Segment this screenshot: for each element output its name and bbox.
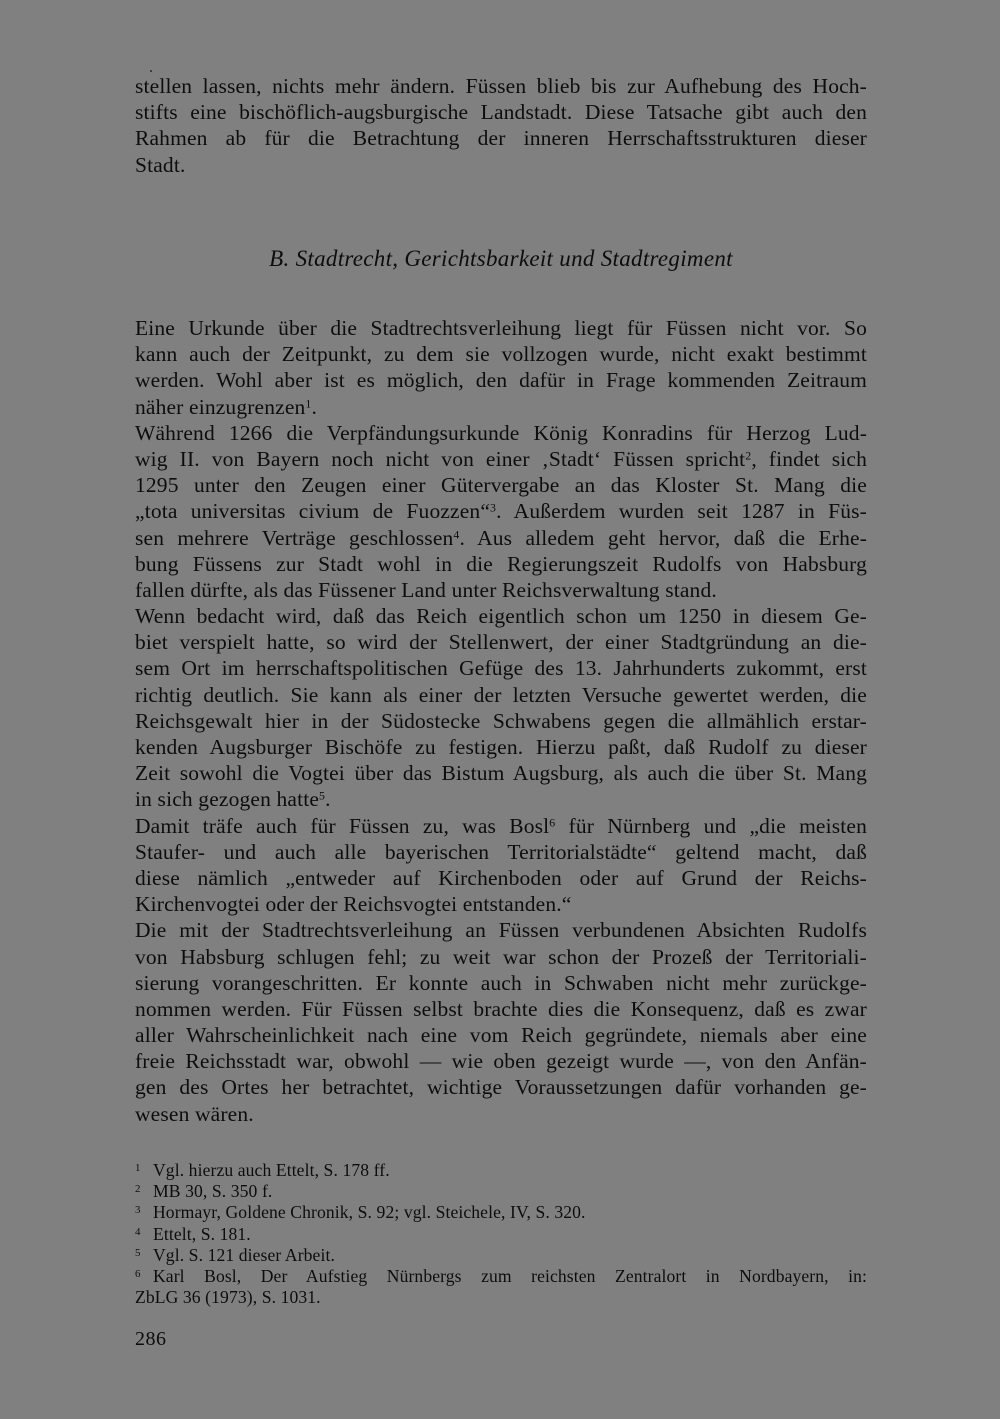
body-line: Reichsgewalt hier in der Südostecke Schwabens gegen die allmählich erstar- [135,708,867,733]
body-line: gen des Ortes her betrachtet, wichtige Voraussetzungen dafür vorhanden ge- [135,1075,867,1100]
paragraph-line: Rahmen ab für die Betrachtung der inneren Herrschaftsstrukturen dieser [135,126,867,151]
footnote-reference: 5 [319,788,326,803]
body-line: Die mit der Stadtrechtsverleihung an Füssen verbundenen Absichten Rudolfs [135,918,867,943]
body-line-tail: . [311,394,318,419]
body-line [135,525,867,551]
body-line [135,394,867,420]
paragraph-line: stifts eine bischöflich-augsburgische Landstadt. Diese Tatsache gibt auch den [135,100,867,125]
footnote: 4 Ettelt, S. 181. [135,1223,251,1244]
footnote-text: Ettelt, S. 181. [153,1223,251,1244]
footnote-text: Vgl. hierzu auch Ettelt, S. 178 ff. [153,1160,390,1180]
body-line [135,498,867,524]
footnotes [135,1160,867,1308]
body-line-text: Damit träfe auch für Füssen zu, was Bosl [135,813,550,838]
paragraph-line: Stadt. [135,152,186,177]
footnote: 3 Hormayr, Goldene Chronik, S. 92; vgl. Steichele, IV, S. 320. [135,1202,586,1223]
footnote-reference: 2 [745,448,752,463]
footnote-continuation: ZbLG 36 (1973), S. 1031. [135,1287,321,1308]
paragraph-line: stellen lassen, nichts mehr ändern. Füssen blieb bis zur Aufhebung des Hoch- [135,74,867,98]
body-line: Staufer- und auch alle bayerischen Territorialstädte“ geltend macht, daß [135,839,867,864]
body-line: Eine Urkunde über die Stadtrechtsverleihung liegt für Füssen nicht vor. So [135,316,867,340]
body-line: kann auch der Zeitpunkt, zu dem sie vollzogen wurde, nicht exakt bestimmt [135,342,867,367]
body-line-tail: . Aus alledem geht hervor, daß die Erhe- [459,525,868,550]
body-line: aller Wahrscheinlichkeit nach eine vom Reich gegründete, niemals aber eine [135,1023,867,1048]
body-line-tail: für Nürnberg und „die meisten [555,813,867,838]
footnote: 2 MB 30, S. 350 f. [135,1181,273,1202]
body-line [135,446,867,472]
body-line: Kirchenvogtei oder der Reichsvogtei entstanden.“ [135,892,572,917]
body-line: richtig deutlich. Sie kann als einer der letzten Versuche gewertet werden, die [135,682,867,707]
scan-speck [150,70,152,72]
footnote: 1 Vgl. hierzu auch Ettelt, S. 178 ff. [135,1160,390,1180]
footnote-text: Hormayr, Goldene Chronik, S. 92; vgl. Steichele, IV, S. 320. [153,1202,586,1223]
body-line: diese nämlich „entweder auf Kirchenboden oder auf Grund der Reichs- [135,865,867,890]
page-number: 286 [135,1328,167,1350]
body-line-text: „tota universitas civium de Fuozzen“ [135,499,491,524]
body-line-tail: . Außerdem wurden seit 1287 in Füs- [496,499,867,524]
body-line-tail: . [325,787,331,812]
footnote-reference: 1 [305,396,312,411]
footnote-reference: 4 [453,527,460,541]
footnote-reference: 6 [549,815,556,830]
body-line: kenden Augsburger Bischöfe zu festigen. Hierzu paßt, daß Rudolf zu dieser [135,735,867,759]
body-line: sem Ort im herrschaftspolitischen Gefüge des 13. Jahrhunderts zukommt, erst [135,656,867,681]
body-line: nommen werden. Für Füssen selbst brachte dies die Konsequenz, daß es zwar [135,996,867,1021]
footnote-text: MB 30, S. 350 f. [153,1181,273,1202]
body-text [135,315,867,1127]
body-line: Zeit sowohl die Vogtei über das Bistum Augsburg, als auch die über St. Mang [135,761,867,786]
body-line-text: wig II. von Bayern noch nicht von einer ‚Stadt‘ Füssen spricht [135,446,746,471]
footnote: 5 Vgl. S. 121 dieser Arbeit. [135,1244,335,1265]
body-line [135,786,867,812]
body-line-text: näher einzugrenzen [135,394,306,419]
intro-paragraph [135,73,867,178]
body-line: biet verspielt hatte, so wird der Stellenwert, der einer Stadtgründung an die- [135,630,867,655]
body-line: werden. Wohl aber ist es möglich, den dafür in Frage kommenden Zeitraum [135,368,867,393]
body-line: Wenn bedacht wird, daß das Reich eigentlich schon um 1250 in diesem Ge- [135,604,867,629]
section-heading: B. Stadtrecht, Gerichtsbarkeit und Stadtregiment [269,246,733,271]
body-line: freie Reichsstadt war, obwohl — wie oben gezeigt wurde —, von den Anfän- [135,1049,867,1074]
body-line: fallen dürfte, als das Füssener Land unter Reichsverwaltung stand. [135,577,717,602]
footnote-text: Karl Bosl, Der Aufstieg Nürnbergs zum reichsten Zentralort in Nordbayern, in: [153,1265,867,1286]
body-line: 1295 unter den Zeugen einer Gütervergabe an das Kloster St. Mang die [135,473,867,498]
body-line: bung Füssens zur Stadt wohl in die Regierungszeit Rudolfs von Habsburg [135,551,867,576]
body-line-text: sen mehrere Verträge geschlossen [135,525,454,550]
body-line: sierung vorangeschritten. Er konnte auch in Schwaben nicht mehr zurückge- [135,970,867,995]
body-line: von Habsburg schlugen fehl; zu weit war schon der Prozeß der Territoriali- [135,944,867,969]
footnote-reference: 3 [490,500,497,515]
footnote-text: Vgl. S. 121 dieser Arbeit. [153,1244,335,1265]
body-line-text: in sich gezogen hatte [135,787,320,812]
body-line [135,813,867,839]
body-line-tail: , findet sich [751,446,867,471]
body-line: wesen wären. [135,1101,254,1126]
body-line: Während 1266 die Verpfändungsurkunde König Konradins für Herzog Lud- [135,420,867,445]
footnote: 6 Karl Bosl, Der Aufstieg Nürnbergs zum reichsten Zentralort in Nordbayern, in: [135,1265,867,1286]
